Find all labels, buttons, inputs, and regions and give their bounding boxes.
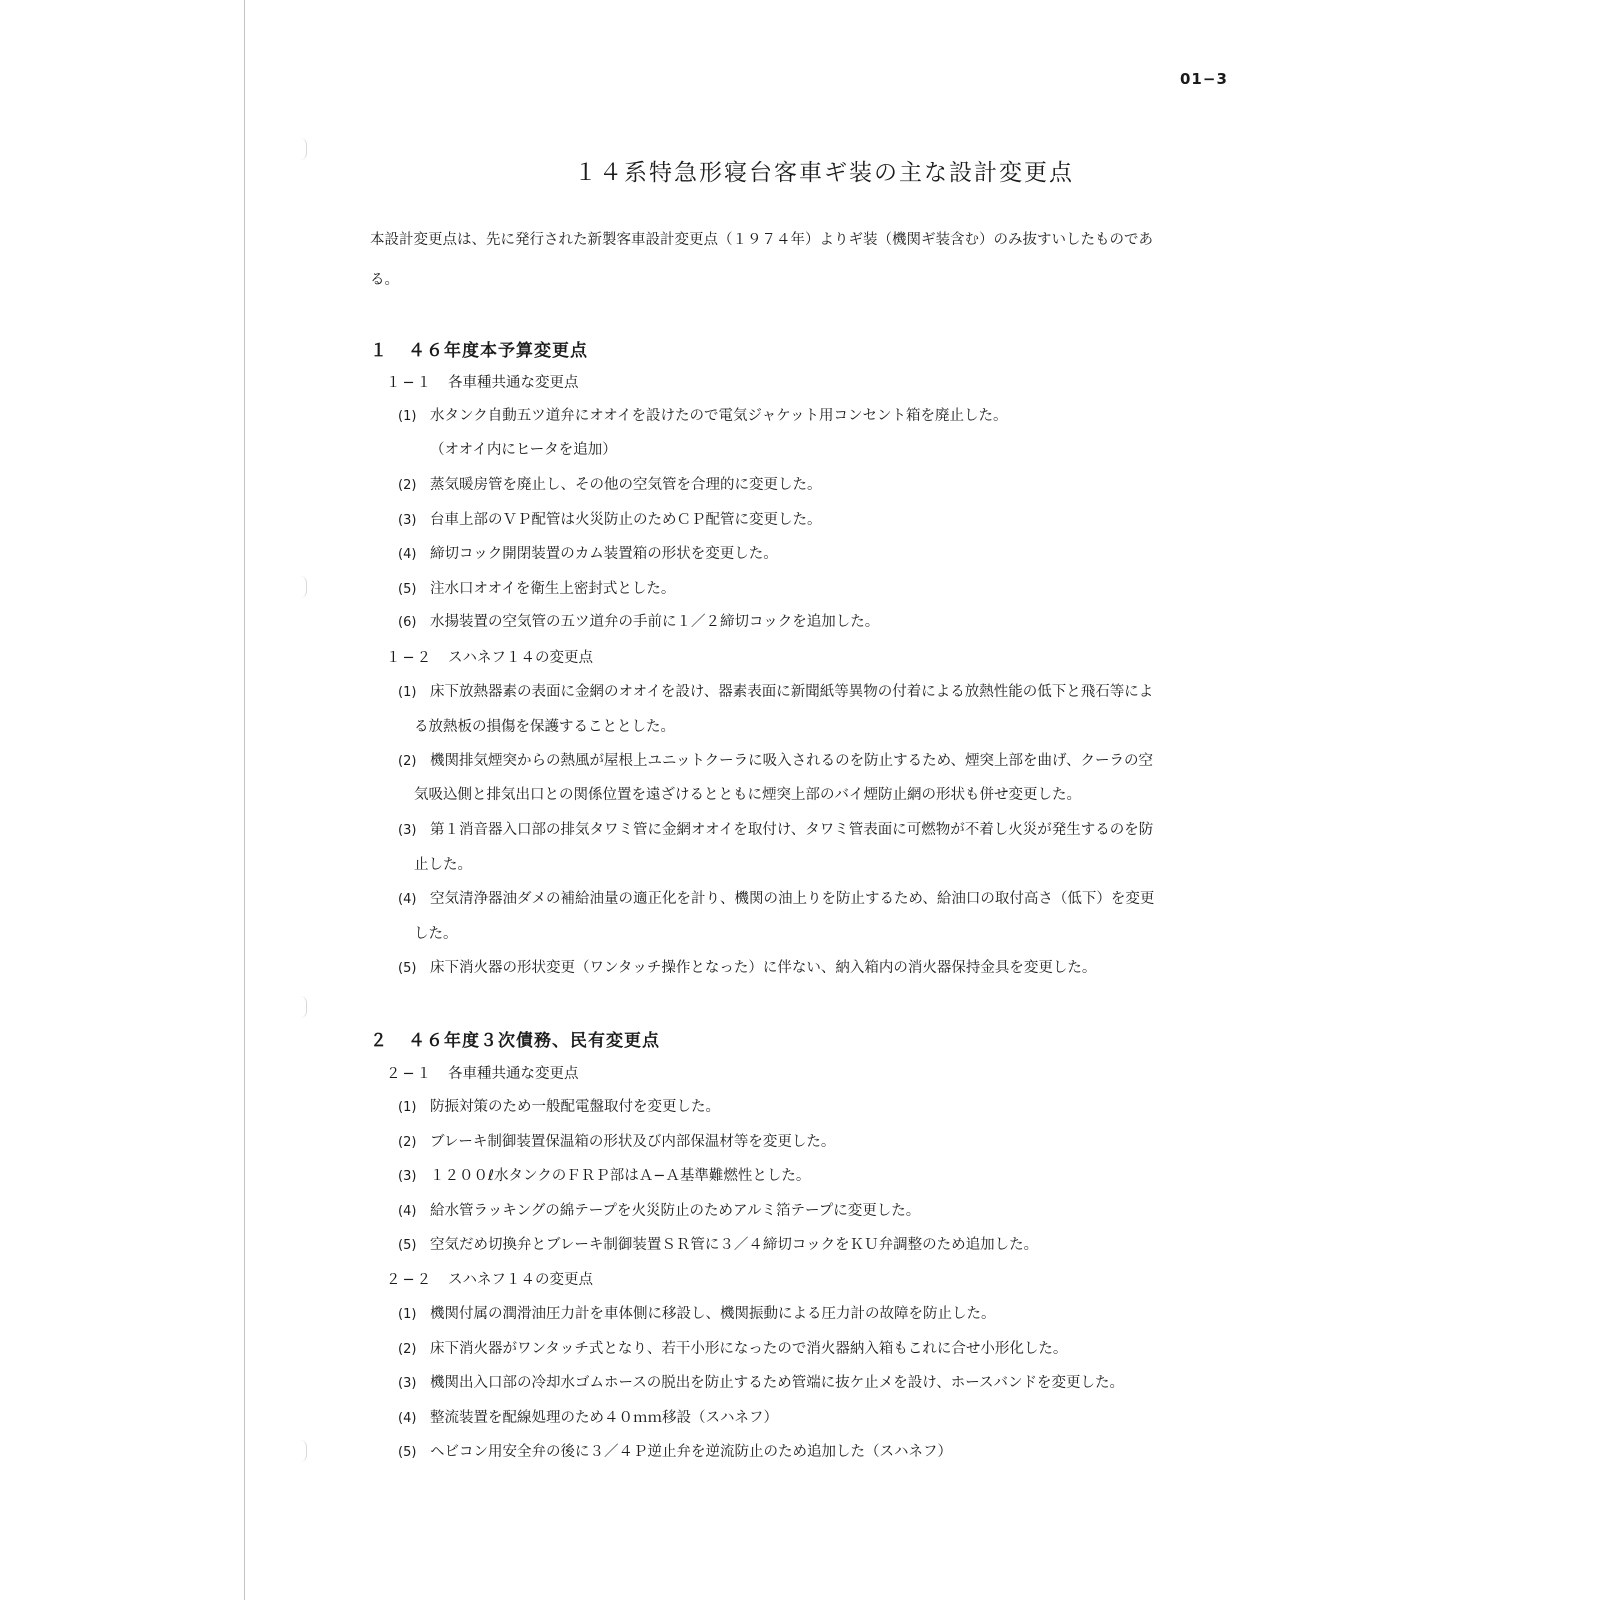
item-marker: (3) <box>398 1376 417 1391</box>
document-title: １４系特急形寝台客車ギ装の主な設計変更点 <box>574 160 1074 186</box>
section-number: ２ <box>370 1031 388 1051</box>
list-item <box>398 818 1153 839</box>
item-text-continued: 気吸込側と排気出口との関係位置を遠ざけるとともに煙突上部のバイ煙防止網の形状も併せ変更した。 <box>414 787 1081 803</box>
list-item <box>398 577 675 598</box>
punch-hole-mark <box>300 576 307 598</box>
item-marker: (1) <box>398 1100 417 1115</box>
item-text: 水タンク自動五ツ道弁にオオイを設けたので電気ジャケット用コンセント箱を廃止した。 <box>430 408 1008 424</box>
item-marker: (6) <box>398 615 417 630</box>
list-item <box>398 887 1154 908</box>
list-item <box>398 680 1153 701</box>
subsection-heading <box>386 1062 579 1083</box>
list-item <box>398 1130 835 1151</box>
item-text: 締切コック開閉装置のカム装置箱の形状を変更した。 <box>430 546 778 562</box>
list-item <box>398 1164 810 1185</box>
item-text: 防振対策のため一般配電盤取付を変更した。 <box>430 1099 720 1115</box>
item-text: 蒸気暖房管を廃止し、その他の空気管を合理的に変更した。 <box>430 477 822 493</box>
item-marker: (3) <box>398 513 417 528</box>
item-text: 台車上部のＶＰ配管は火災防止のためＣＰ配管に変更した。 <box>430 512 822 528</box>
subsection-title: 各車種共通な変更点 <box>448 375 579 391</box>
list-item <box>398 1302 996 1323</box>
page-number: 01−3 <box>1180 70 1228 88</box>
item-marker: (2) <box>398 1135 417 1150</box>
list-item <box>398 956 1096 977</box>
item-marker: (4) <box>398 892 417 907</box>
item-marker: (4) <box>398 1411 417 1426</box>
punch-hole-mark <box>300 138 307 160</box>
subsection-title: スハネフ１４の変更点 <box>448 1272 593 1288</box>
subsection-number: １−１ <box>386 375 434 391</box>
list-item <box>398 1406 778 1427</box>
item-marker: (4) <box>398 1204 417 1219</box>
item-text: 機関付属の潤滑油圧力計を車体側に移設し、機関振動による圧力計の故障を防止した。 <box>430 1306 996 1322</box>
item-marker: (1) <box>398 409 417 424</box>
item-marker: (5) <box>398 961 417 976</box>
list-item <box>398 473 822 494</box>
item-marker: (2) <box>398 754 417 769</box>
item-text: ヘビコン用安全弁の後に３／４Ｐ逆止弁を逆流防止のため追加した（スハネフ） <box>430 1444 952 1460</box>
item-marker: (1) <box>398 1307 417 1322</box>
list-item <box>398 610 879 631</box>
subsection-number: ２−１ <box>386 1066 434 1082</box>
subsection-heading <box>386 1268 593 1289</box>
item-text: 空気だめ切換弁とブレーキ制御装置ＳＲ管に３／４締切コックをＫＵ弁調整のため追加した。 <box>430 1237 1039 1253</box>
item-text: 空気清浄器油ダメの補給油量の適正化を計り、機関の油上りを防止するため、給油口の取付高さ（低下）を変更 <box>430 891 1155 907</box>
item-marker: (2) <box>398 1342 417 1357</box>
item-marker: (1) <box>398 685 417 700</box>
item-text-continued: した。 <box>414 926 458 942</box>
item-text: 第１消音器入口部の排気タワミ管に金網オオイを取付け、タワミ管表面に可燃物が不着し火災が発生するのを防 <box>430 822 1154 838</box>
subsection-heading <box>386 646 593 667</box>
section-title: ４６年度本予算変更点 <box>408 341 588 361</box>
list-item <box>398 1095 720 1116</box>
list-item <box>398 1337 1067 1358</box>
item-text: 機関排気煙突からの熱風が屋根上ユニットクーラに吸入されるのを防止するため、煙突上部を曲げ、クーラの空 <box>430 753 1153 769</box>
item-text: 床下消火器がワンタッチ式となり、若干小形になったので消火器納入箱もこれに合せ小形化した。 <box>430 1341 1068 1357</box>
subsection-number: １−２ <box>386 650 434 666</box>
section-heading <box>370 1026 660 1051</box>
subsection-number: ２−２ <box>386 1272 434 1288</box>
list-item <box>398 1199 920 1220</box>
item-text: 床下消火器の形状変更（ワンタッチ操作となった）に伴ない、納入箱内の消火器保持金具を変更した。 <box>430 960 1097 976</box>
item-text-continued: （オオイ内にヒータを追加） <box>430 442 617 458</box>
list-item <box>398 542 778 563</box>
punch-hole-mark <box>300 1440 307 1462</box>
item-marker: (5) <box>398 1238 417 1253</box>
list-item <box>398 404 1008 425</box>
item-text: 機関出入口部の冷却水ゴムホースの脱出を防止するため管端に抜ケ止メを設け、ホースバンドを変更した。 <box>430 1375 1124 1391</box>
item-marker: (3) <box>398 1169 417 1184</box>
item-marker: (3) <box>398 823 417 838</box>
item-text: 床下放熱器素の表面に金網のオオイを設け、器素表面に新聞紙等異物の付着による放熱性能の低下と飛石等によ <box>430 684 1154 700</box>
item-text: 水揚装置の空気管の五ツ道弁の手前に１／２締切コックを追加した。 <box>430 614 880 630</box>
item-marker: (5) <box>398 1445 417 1460</box>
section-heading <box>370 336 588 361</box>
item-text: ブレーキ制御装置保温箱の形状及び内部保温材等を変更した。 <box>430 1134 836 1150</box>
section-number: １ <box>370 341 388 361</box>
list-item <box>398 1371 1124 1392</box>
list-item <box>398 1233 1038 1254</box>
list-item <box>398 1440 952 1461</box>
item-text: 給水管ラッキングの綿テープを火災防止のためアルミ箔テープに変更した。 <box>430 1203 921 1219</box>
page-edge-line <box>244 0 245 1600</box>
subsection-title: 各車種共通な変更点 <box>448 1066 579 1082</box>
intro-line: 本設計変更点は、先に発行された新製客車設計変更点（１９７４年）よりギ装（機関ギ装含む）のみ抜すいしたものであ <box>370 232 1153 248</box>
item-text: 注水口オオイを衛生上密封式とした。 <box>430 581 676 597</box>
punch-hole-mark <box>300 996 307 1018</box>
item-text-continued: る放熱板の損傷を保護することとした。 <box>414 719 675 735</box>
subsection-title: スハネフ１４の変更点 <box>448 650 593 666</box>
item-marker: (5) <box>398 582 417 597</box>
intro-line: る。 <box>370 272 399 288</box>
item-marker: (4) <box>398 547 417 562</box>
item-text: 整流装置を配線処理のため４０ｍｍ移設（スハネフ） <box>430 1410 778 1426</box>
list-item <box>398 749 1153 770</box>
item-text: １２００ℓ水タンクのＦＲＰ部はＡ−Ａ基準難燃性とした。 <box>430 1168 811 1184</box>
item-text-continued: 止した。 <box>414 857 472 873</box>
item-marker: (2) <box>398 478 417 493</box>
list-item <box>398 508 822 529</box>
section-title: ４６年度３次債務、民有変更点 <box>408 1031 660 1051</box>
subsection-heading <box>386 371 579 392</box>
